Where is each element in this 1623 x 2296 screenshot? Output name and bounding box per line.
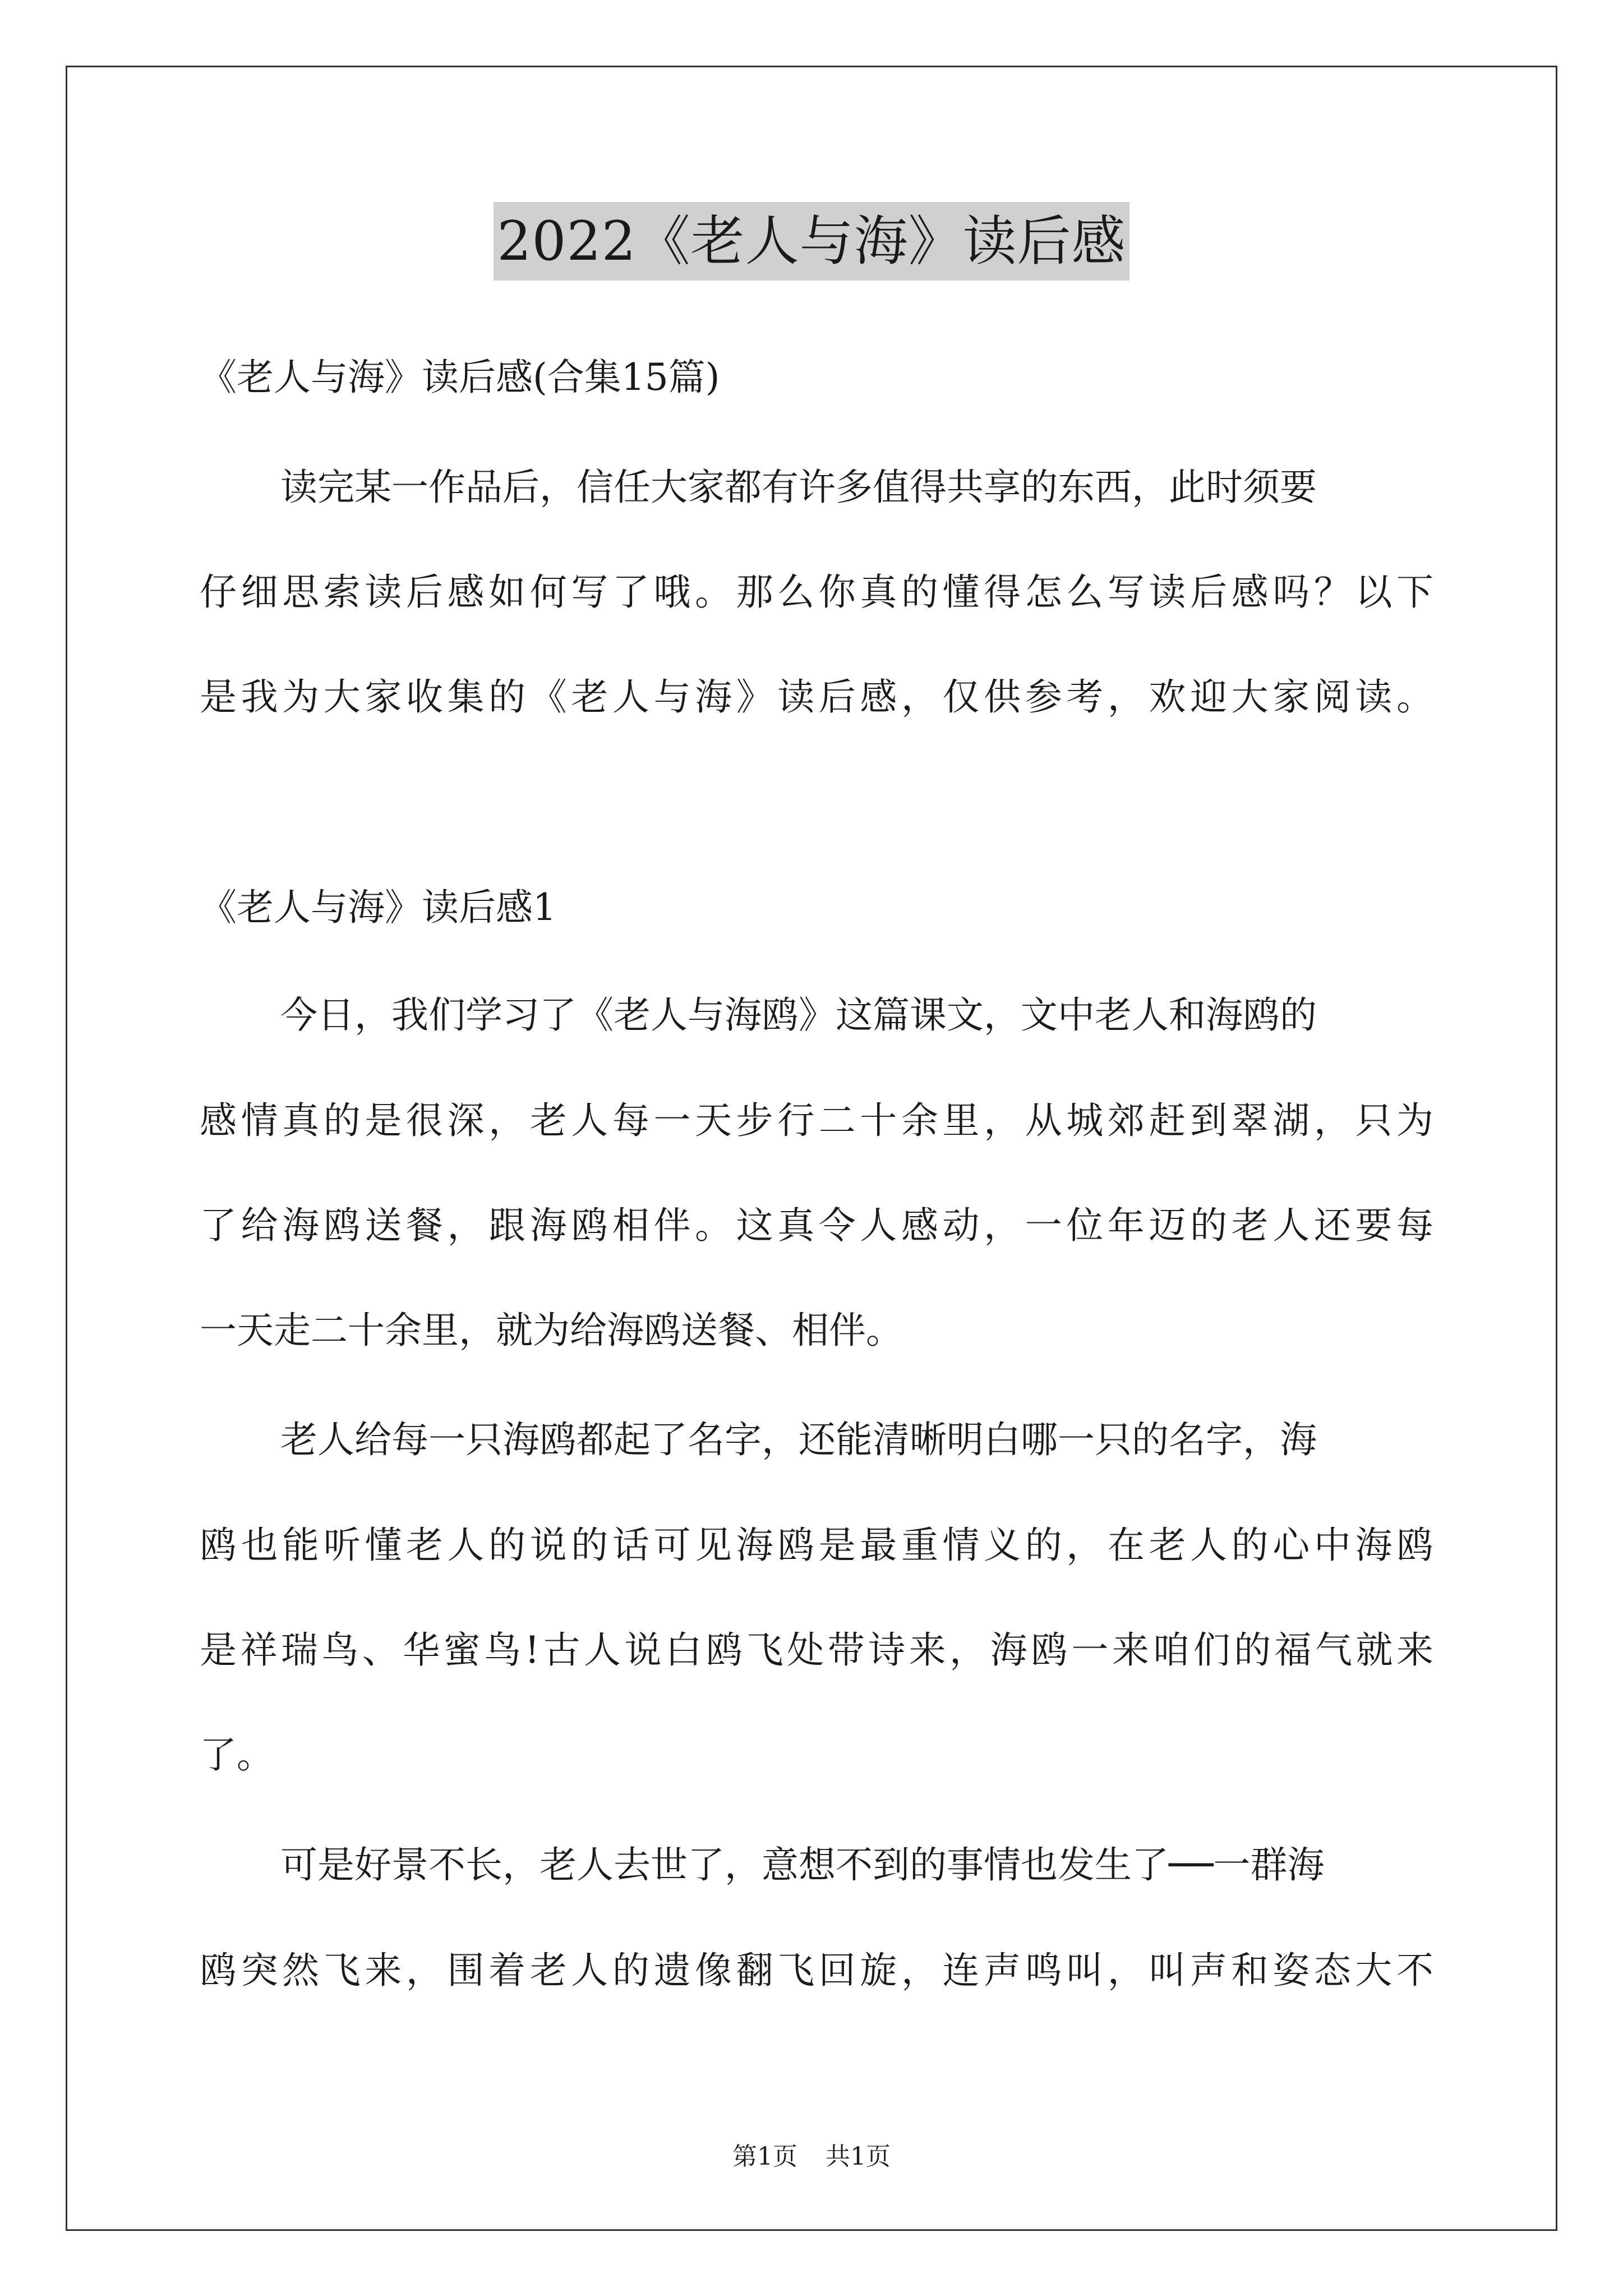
paragraph3-line-2: 鸥突然飞来，围着老人的遗像翻飞回旋，连声鸣叫，叫声和姿态大不 [200,1949,1433,1992]
paragraph3-line-1: 可是好景不长，老人去世了，意想不到的事情也发生了──一群海 [280,1843,1325,1887]
intro-line-2: 仔细思索读后感如何写了哦。那么你真的懂得怎么写读后感吗？以下 [200,570,1433,614]
page-footer [0,2140,1623,2174]
page-total: 共1页 [826,2142,891,2171]
paragraph2-line-1: 老人给每一只海鸥都起了名字，还能清晰明白哪一只的名字，海 [280,1418,1317,1461]
paragraph2-line-4: 了。 [200,1733,274,1777]
paragraph2-line-2: 鸥也能听懂老人的说的话可见海鸥是最重情义的，在老人的心中海鸥 [200,1524,1433,1567]
page-number: 第1页 [732,2142,797,2171]
paragraph1-line-4: 一天走二十余里，就为给海鸥送餐、相伴。 [200,1309,903,1352]
document-subtitle: 《老人与海》读后感(合集15篇) [200,356,720,399]
intro-line-1: 读完某一作品后，信任大家都有许多值得共享的东西，此时须要 [280,466,1317,509]
paragraph1-line-3: 了给海鸥送餐，跟海鸥相伴。这真令人感动，一位年迈的老人还要每 [200,1204,1433,1247]
section-heading: 《老人与海》读后感1 [200,886,556,929]
intro-line-3: 是我为大家收集的《老人与海》读后感，仅供参考，欢迎大家阅读。 [200,675,1433,719]
document-title: 2022《老人与海》读后感 [494,202,1129,280]
paragraph1-line-2: 感情真的是很深，老人每一天步行二十余里，从城郊赶到翠湖，只为 [200,1099,1433,1142]
paragraph1-line-1: 今日，我们学习了《老人与海鸥》这篇课文，文中老人和海鸥的 [280,993,1317,1037]
paragraph2-line-3: 是祥瑞鸟、华蜜鸟!古人说白鸥飞处带诗来，海鸥一来咱们的福气就来 [200,1628,1433,1672]
title-container [0,202,1623,280]
